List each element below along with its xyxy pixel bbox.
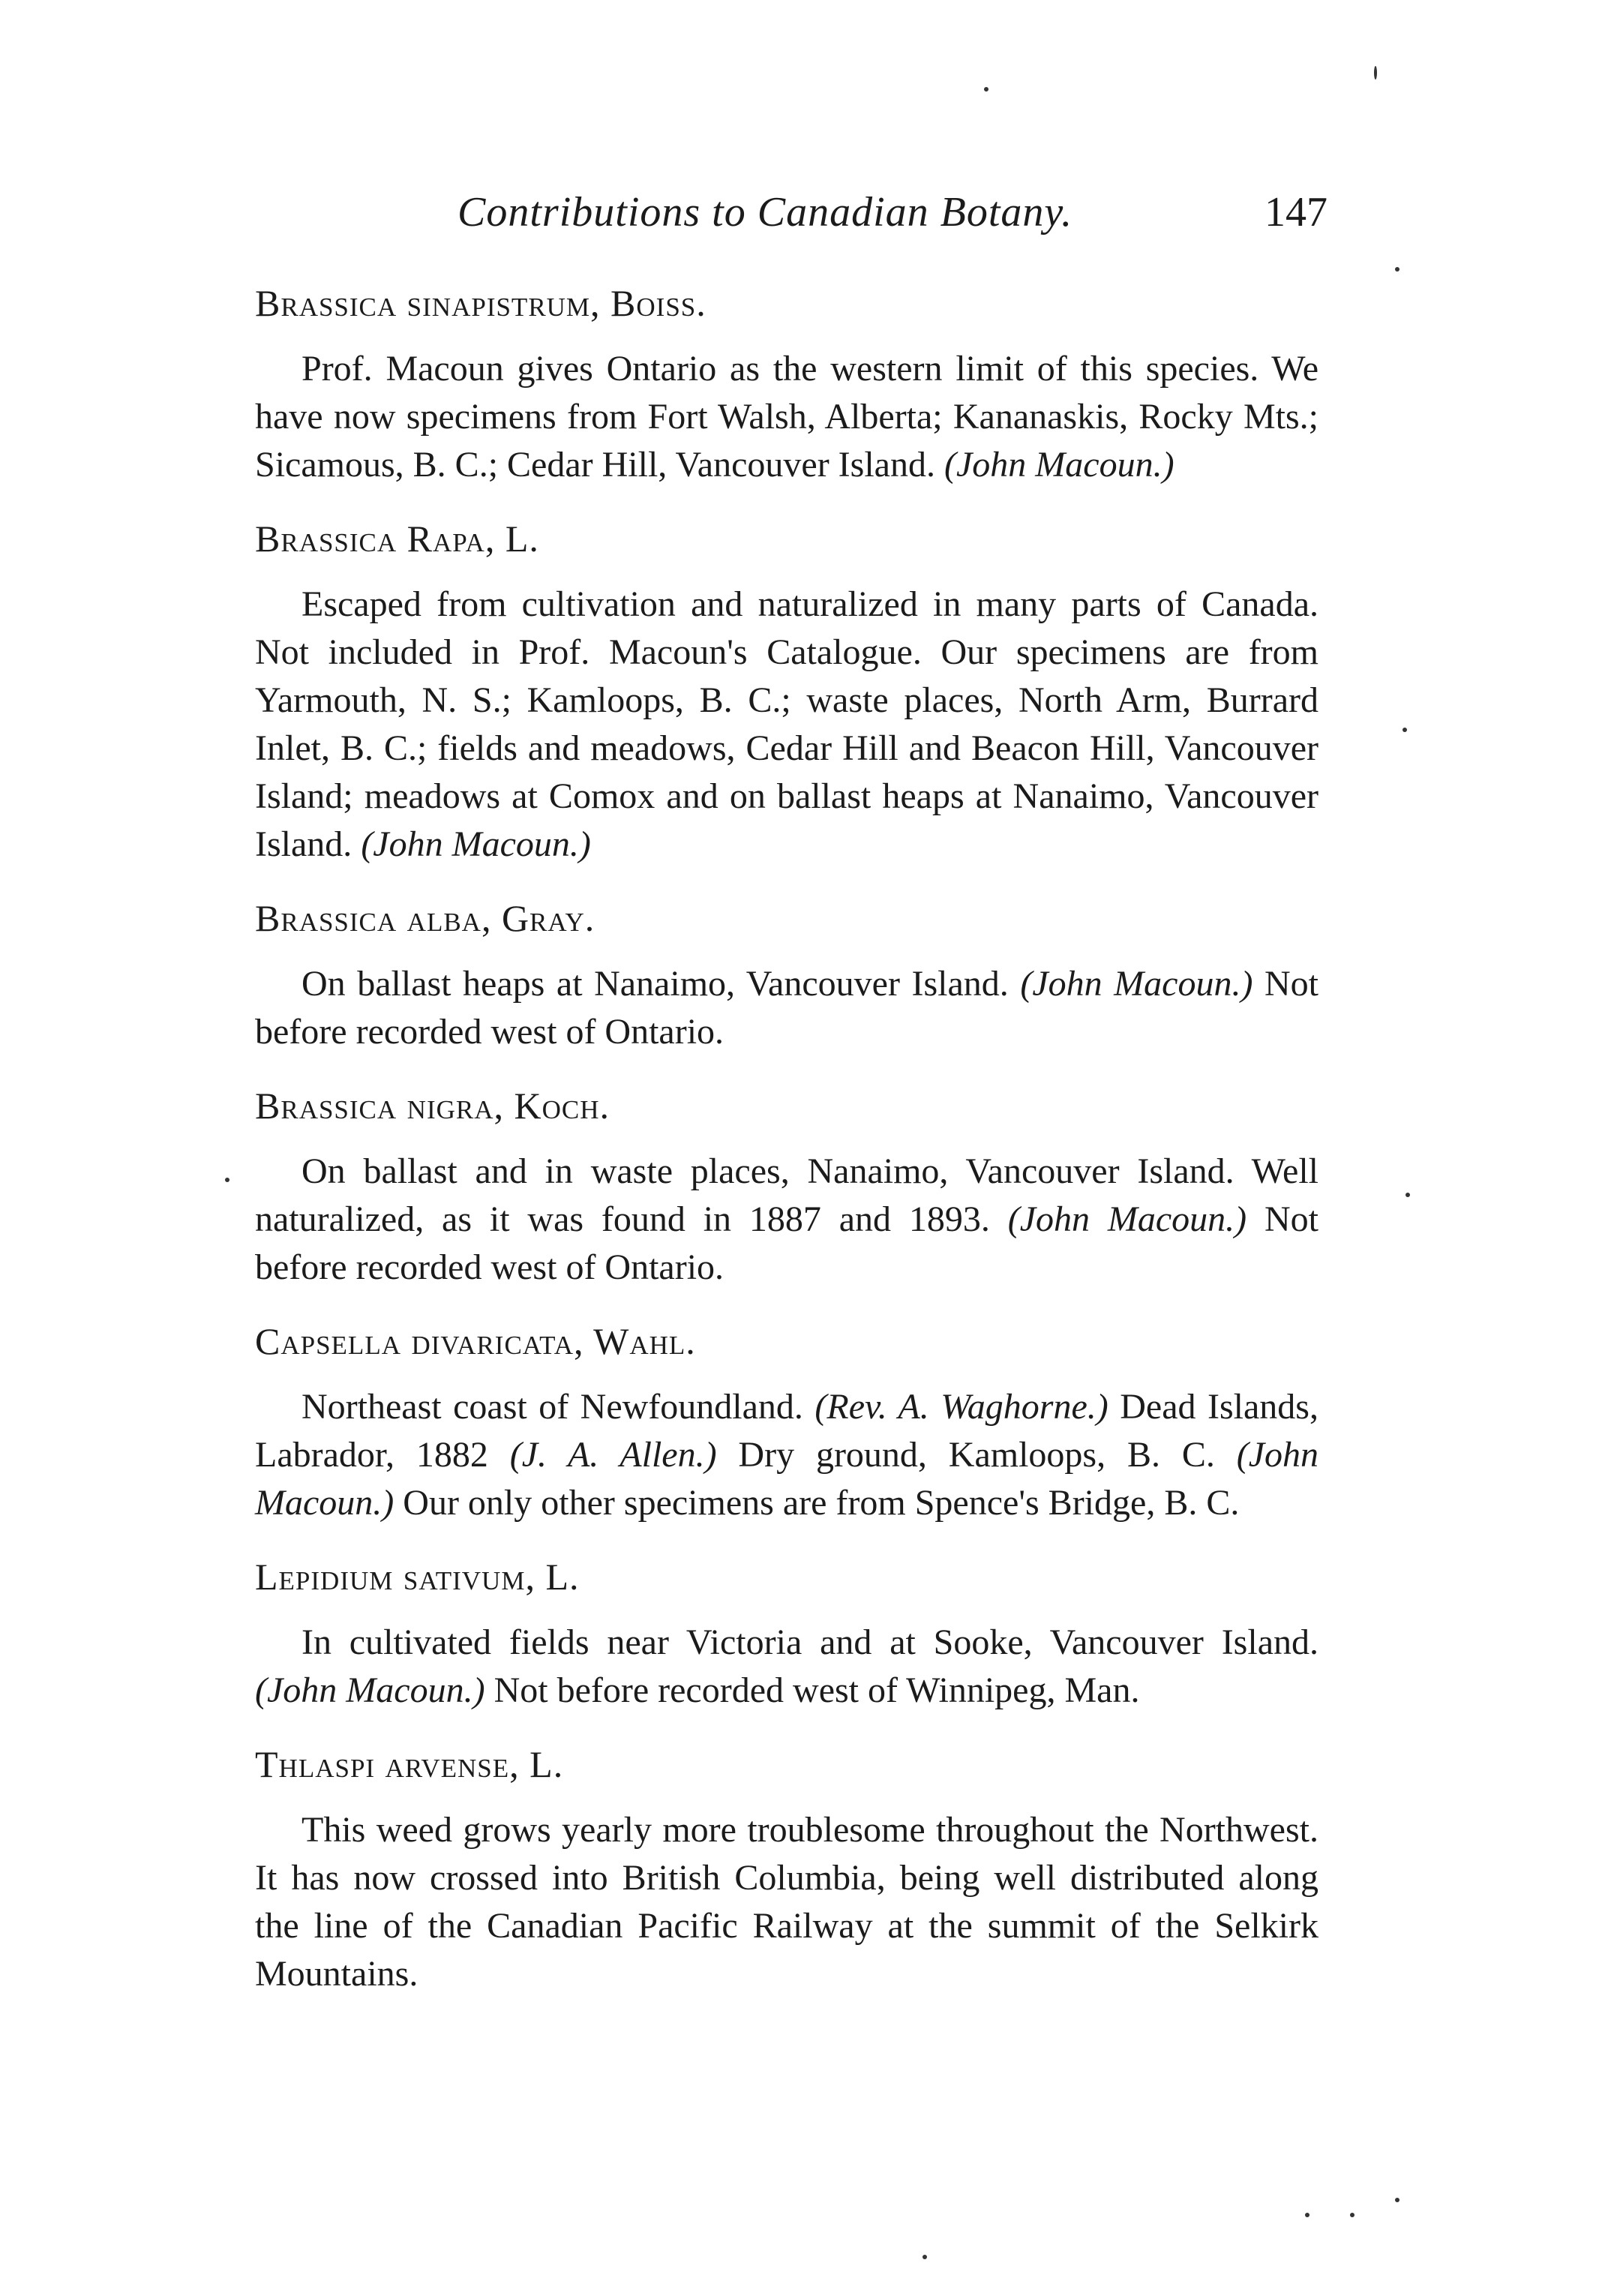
- species-entry: [255, 1317, 1318, 1527]
- scan-speck: [922, 2255, 927, 2259]
- species-note: [255, 581, 1318, 869]
- running-head: Contributions to Canadian Botany.: [458, 189, 1073, 236]
- species-entry: [255, 1553, 1318, 1715]
- collector-citation: (John Macoun.): [255, 1670, 485, 1710]
- note-text: Prof. Macoun gives Ontario as the western limit of this species. We have now specimens from Fort Walsh, Alberta; Kananaskis, Rocky Mts.; Sicamous, B. C.; Cedar Hill, Vancouver Island.: [255, 349, 1318, 485]
- note-text: Our only other specimens are from Spence's Bridge, B. C.: [394, 1483, 1240, 1523]
- scan-speck: [1305, 2213, 1310, 2217]
- scan-speck: [1395, 267, 1400, 272]
- scan-speck: [1402, 728, 1407, 732]
- collector-citation: (John Macoun.): [255, 1435, 1319, 1523]
- species-note: [255, 1383, 1318, 1527]
- species-note: [255, 1148, 1318, 1292]
- species-name: Lepidium sativum, L.: [255, 1556, 580, 1598]
- species-note: [255, 1806, 1318, 1998]
- note-text: Escaped from cultivation and naturalized in many parts of Canada. Not included in Prof. Macoun's Catalogue. Our specimens are from Yarmouth, N. S.; Kamloops, B. C.; waste places, North Arm, Burrard Inlet, B. C.; fields and meadows, Cedar Hill and Beacon Hill, Vancouver Island; meadows at Comox and on ballast heaps at Nanaimo, Vancouver Island.: [255, 584, 1318, 864]
- note-text: Not before recorded west of Ontario.: [255, 1199, 1319, 1287]
- scan-speck: [984, 87, 988, 92]
- species-entry: [255, 279, 1318, 489]
- species-name: Brassica nigra, Koch.: [255, 1085, 610, 1127]
- species-note: [255, 960, 1318, 1056]
- species-note: [255, 1619, 1318, 1715]
- species-entry: [255, 1740, 1318, 1998]
- collector-citation: (John Macoun.): [944, 445, 1174, 485]
- species-name: Brassica sinapistrum, Boiss.: [255, 282, 706, 324]
- entries-list: [255, 279, 1318, 2024]
- species-name: Thlaspi arvense, L.: [255, 1743, 564, 1785]
- species-entry: [255, 515, 1318, 869]
- scan-speck: [1406, 1193, 1410, 1197]
- note-text: On ballast and in waste places, Nanaimo, Vancouver Island. Well naturalized, as it was found in 1887 and 1893.: [255, 1151, 1318, 1239]
- note-text: This weed grows yearly more troublesome throughout the Northwest. It has now crossed into British Columbia, being well distributed along the line of the Canadian Pacific Railway at the summit of the Selkirk Mountains.: [255, 1810, 1318, 1994]
- species-name: Brassica alba, Gray.: [255, 897, 596, 939]
- note-text: Not before recorded west of Winnipeg, Man.: [484, 1670, 1140, 1710]
- collector-citation: (Rev. A. Waghorne.): [814, 1387, 1108, 1427]
- species-note: [255, 345, 1318, 489]
- note-text: In cultivated fields near Victoria and at Sooke, Vancouver Island.: [302, 1622, 1318, 1662]
- species-name: Brassica Rapa, L.: [255, 518, 539, 560]
- scan-speck: [1374, 66, 1377, 80]
- scan-speck: [225, 1178, 230, 1182]
- collector-citation: (John Macoun.): [1007, 1199, 1247, 1239]
- scan-speck: [1350, 2213, 1354, 2217]
- species-entry: [255, 894, 1318, 1056]
- note-text: Not before recorded west of Ontario.: [255, 964, 1318, 1052]
- collector-citation: (John Macoun.): [361, 824, 591, 864]
- note-text: On ballast heaps at Nanaimo, Vancouver Island.: [302, 964, 1021, 1004]
- collector-citation: (J. A. Allen.): [509, 1435, 717, 1475]
- species-entry: [255, 1082, 1318, 1292]
- note-text: Dead Islands, Labrador, 1882: [255, 1387, 1318, 1475]
- page-number: 147: [1264, 189, 1328, 236]
- note-text: Dry ground, Kamloops, B. C.: [716, 1435, 1237, 1475]
- species-name: Capsella divaricata, Wahl.: [255, 1320, 696, 1362]
- scan-speck: [1395, 2198, 1400, 2202]
- note-text: Northeast coast of Newfoundland.: [302, 1387, 815, 1427]
- collector-citation: (John Macoun.): [1020, 964, 1253, 1004]
